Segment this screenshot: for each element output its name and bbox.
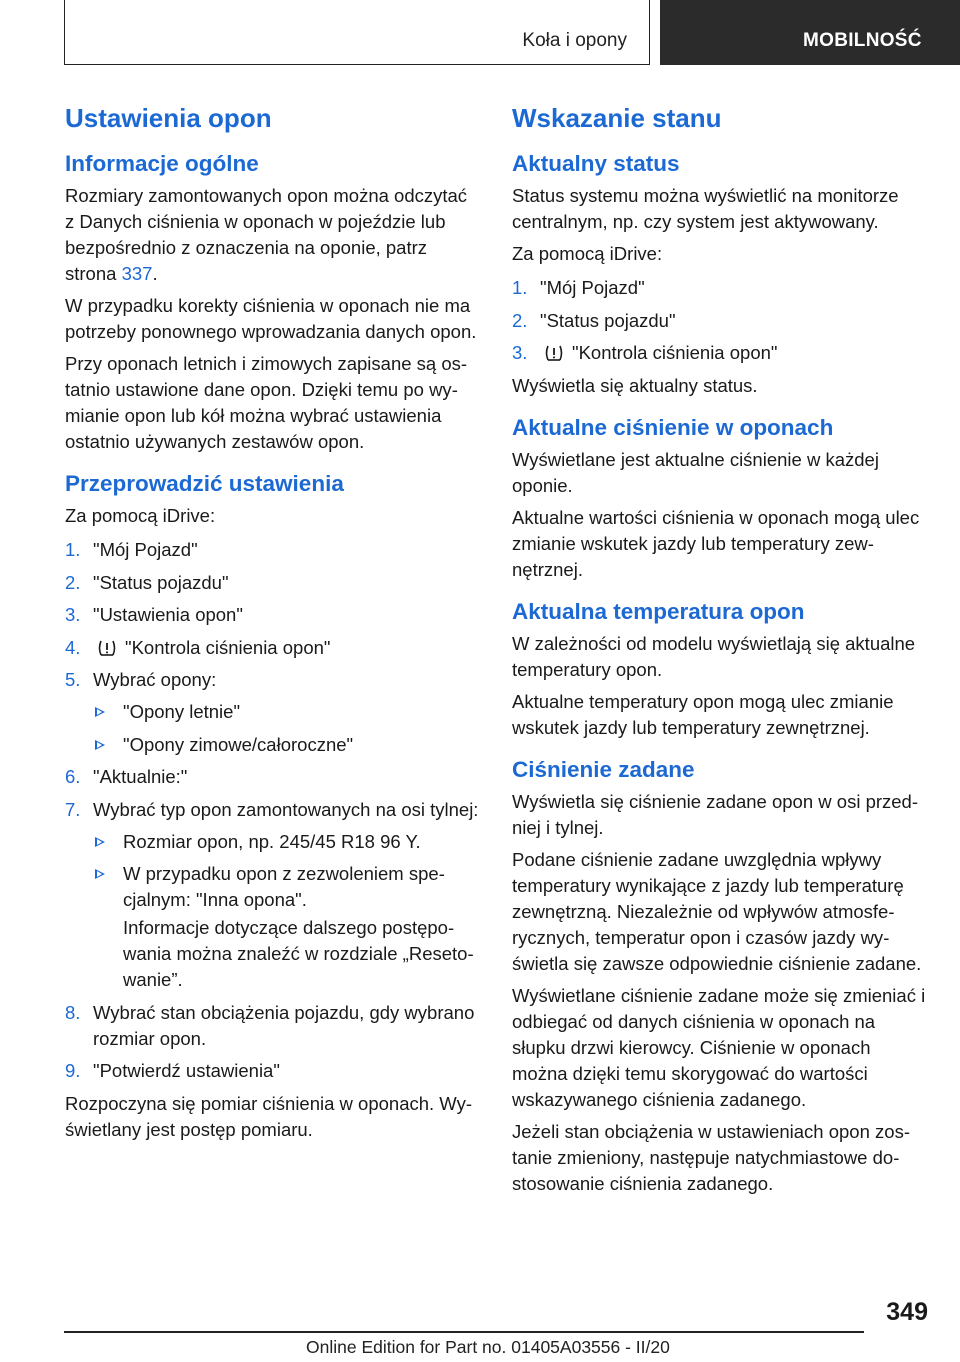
status-display-title: Wskazanie stanu bbox=[512, 103, 722, 133]
list-item: 1. "Mój Pojazd" bbox=[65, 539, 198, 560]
list-item: 9. "Potwierdź ustawienia" bbox=[65, 1060, 280, 1081]
list-item: 7. Wybrać typ opon zamontowanych na osi tylnej: Rozmiar opon, np. 245/45 R18 96 Y. W przypadku opon z zezwoleniem specjalnym: "Inna opona". Informacje dotyczące dalszego postępowania można znaleźć w rozdziale „Resetowanie”. bbox=[65, 797, 479, 994]
status-intro: Za pomocą iDrive: bbox=[512, 243, 663, 264]
triangle-bullet-icon bbox=[95, 869, 105, 879]
target-pressure-paragraph-1: Wyświetla się ciśnienie zadane opon w osi przedniej i tylnej. bbox=[512, 790, 919, 838]
tire-pressure-warning-icon bbox=[97, 639, 117, 657]
setup-heading: Przeprowadzić ustawienia bbox=[65, 471, 344, 496]
general-info-paragraph-2: W przypadku korekty ciśnienia w oponach nie ma potrzeby ponownego wprowadzania danych opon. bbox=[65, 295, 477, 342]
list-item: 4. "Kontrola ciśnienia opon" bbox=[65, 636, 331, 658]
tire-type-options bbox=[93, 699, 479, 758]
target-pressure-paragraph-3: Wyświetlane ciśnienie zadane może się zmieniać i odbiegać od danych ciśnienia w oponach na słupku drzwi kierowcy. Ciśnienie w oponach można dzięki temu skorygować do wartości wskazywanego ciśnienia zadanego. bbox=[512, 984, 926, 1110]
header-section-box bbox=[64, 0, 650, 65]
tire-temperature-heading: Aktualna temperatura opon bbox=[512, 598, 805, 624]
current-pressure-paragraph-1: Wyświetlane jest aktualne ciśnienie w każdej oponie. bbox=[512, 448, 879, 496]
current-status-paragraph: Status systemu można wyświetlić na monitorze centralnym, np. czy system jest aktywowany. bbox=[512, 185, 899, 232]
tire-temperature-paragraph-2: Aktualne temperatury opon mogą ulec zmianie wskutek jazdy lub temperatury zewnętrznej. bbox=[512, 690, 894, 738]
status-result: Wyświetla się aktualny status. bbox=[512, 374, 758, 396]
page-number: 349 bbox=[886, 1298, 928, 1326]
left-column bbox=[65, 100, 479, 1149]
list-item: 1. "Mój Pojazd" bbox=[512, 277, 645, 298]
setup-steps-list bbox=[65, 537, 479, 1084]
list-item: W przypadku opon z zezwoleniem specjalnym: "Inna opona". Informacje dotyczące dalszego postępowania można znaleźć w rozdziale „Resetowanie”. bbox=[93, 861, 479, 993]
list-item: 2. "Status pojazdu" bbox=[512, 309, 676, 331]
current-status-heading: Aktualny status bbox=[512, 151, 680, 176]
general-info-paragraph-3: Przy oponach letnich i zimowych zapisane są ostatnio ustawione dane opon. Dzięki temu po wymianie opon lub kół można wybrać ustawienia ostatnio używanych zestawów opon. bbox=[65, 353, 468, 452]
page-reference-link[interactable]: 337 bbox=[121, 263, 153, 284]
triangle-bullet-icon bbox=[95, 740, 105, 750]
list-item: 3. "Kontrola ciśnienia opon" bbox=[512, 342, 778, 363]
triangle-bullet-icon bbox=[95, 837, 105, 847]
list-item: Rozmiar opon, np. 245/45 R18 96 Y. bbox=[93, 829, 479, 855]
section-title: Koła i opony bbox=[522, 30, 627, 51]
chapter-tab: MOBILNOŚĆ bbox=[660, 0, 960, 65]
current-pressure-paragraph-2: Aktualne wartości ciśnienia w oponach mogą ulec zmianie wskutek jazdy lub temperatury zewnętrznej. bbox=[512, 506, 920, 580]
general-info-paragraph-1: Rozmiary zamontowanych opon można odczytać z Danych ciśnienia w oponach w pojeździe lub bezpośrednio z oznaczenia na oponie, patrz strona 337. bbox=[65, 185, 468, 284]
setup-intro: Za pomocą iDrive: bbox=[65, 505, 216, 526]
right-column bbox=[512, 100, 926, 1203]
target-pressure-paragraph-2: Podane ciśnienie zadane uwzględnia wpływy temperatury wynikające z jazdy lub temperaturę zewnętrzną. Niezależnie od wpływów atmosferycznych, temperatur opon i czasów jazdy wyświetla się zawsze odpowiednie ciśnienie zadane. bbox=[512, 848, 922, 974]
list-item: "Opony zimowe/całoroczne" bbox=[93, 732, 479, 758]
list-item: 2. "Status pojazdu" bbox=[65, 571, 229, 593]
tire-temperature-paragraph-1: W zależności od modelu wyświetlają się aktualne temperatury opon. bbox=[512, 632, 916, 680]
status-steps-list bbox=[512, 275, 926, 366]
general-info-heading: Informacje ogólne bbox=[65, 151, 259, 176]
tire-settings-title: Ustawienia opon bbox=[65, 103, 272, 133]
list-item: "Opony letnie" bbox=[93, 699, 479, 725]
edition-footer: Online Edition for Part no. 01405A03556 - II/20 bbox=[306, 1337, 670, 1357]
triangle-bullet-icon bbox=[95, 707, 105, 717]
measurement-closing-paragraph: Rozpoczyna się pomiar ciśnienia w oponach. Wyświetlany jest postęp pomiaru. bbox=[65, 1092, 473, 1140]
tire-pressure-warning-icon bbox=[544, 344, 564, 362]
list-item: 5. Wybrać opony: "Opony letnie" "Opony zimowe/całoroczne" bbox=[65, 667, 479, 758]
reset-note: Informacje dotyczące dalszego postępowania można znaleźć w rozdziale „Resetowanie”. bbox=[123, 917, 474, 990]
list-item: 3. "Ustawienia opon" bbox=[65, 604, 243, 625]
list-item: 6. "Aktualnie:" bbox=[65, 766, 188, 787]
rear-axle-options bbox=[93, 829, 479, 994]
current-pressure-heading: Aktualne ciśnienie w oponach bbox=[512, 414, 834, 440]
list-item: 8. Wybrać stan obciążenia pojazdu, gdy wybrano rozmiar opon. bbox=[65, 1001, 475, 1049]
target-pressure-heading: Ciśnienie zadane bbox=[512, 756, 695, 782]
target-pressure-paragraph-4: Jeżeli stan obciążenia w ustawieniach opon zostanie zmieniony, następuje natychmiastowe dostosowanie ciśnienia zadanego. bbox=[512, 1120, 910, 1194]
footer-divider bbox=[64, 1331, 864, 1333]
